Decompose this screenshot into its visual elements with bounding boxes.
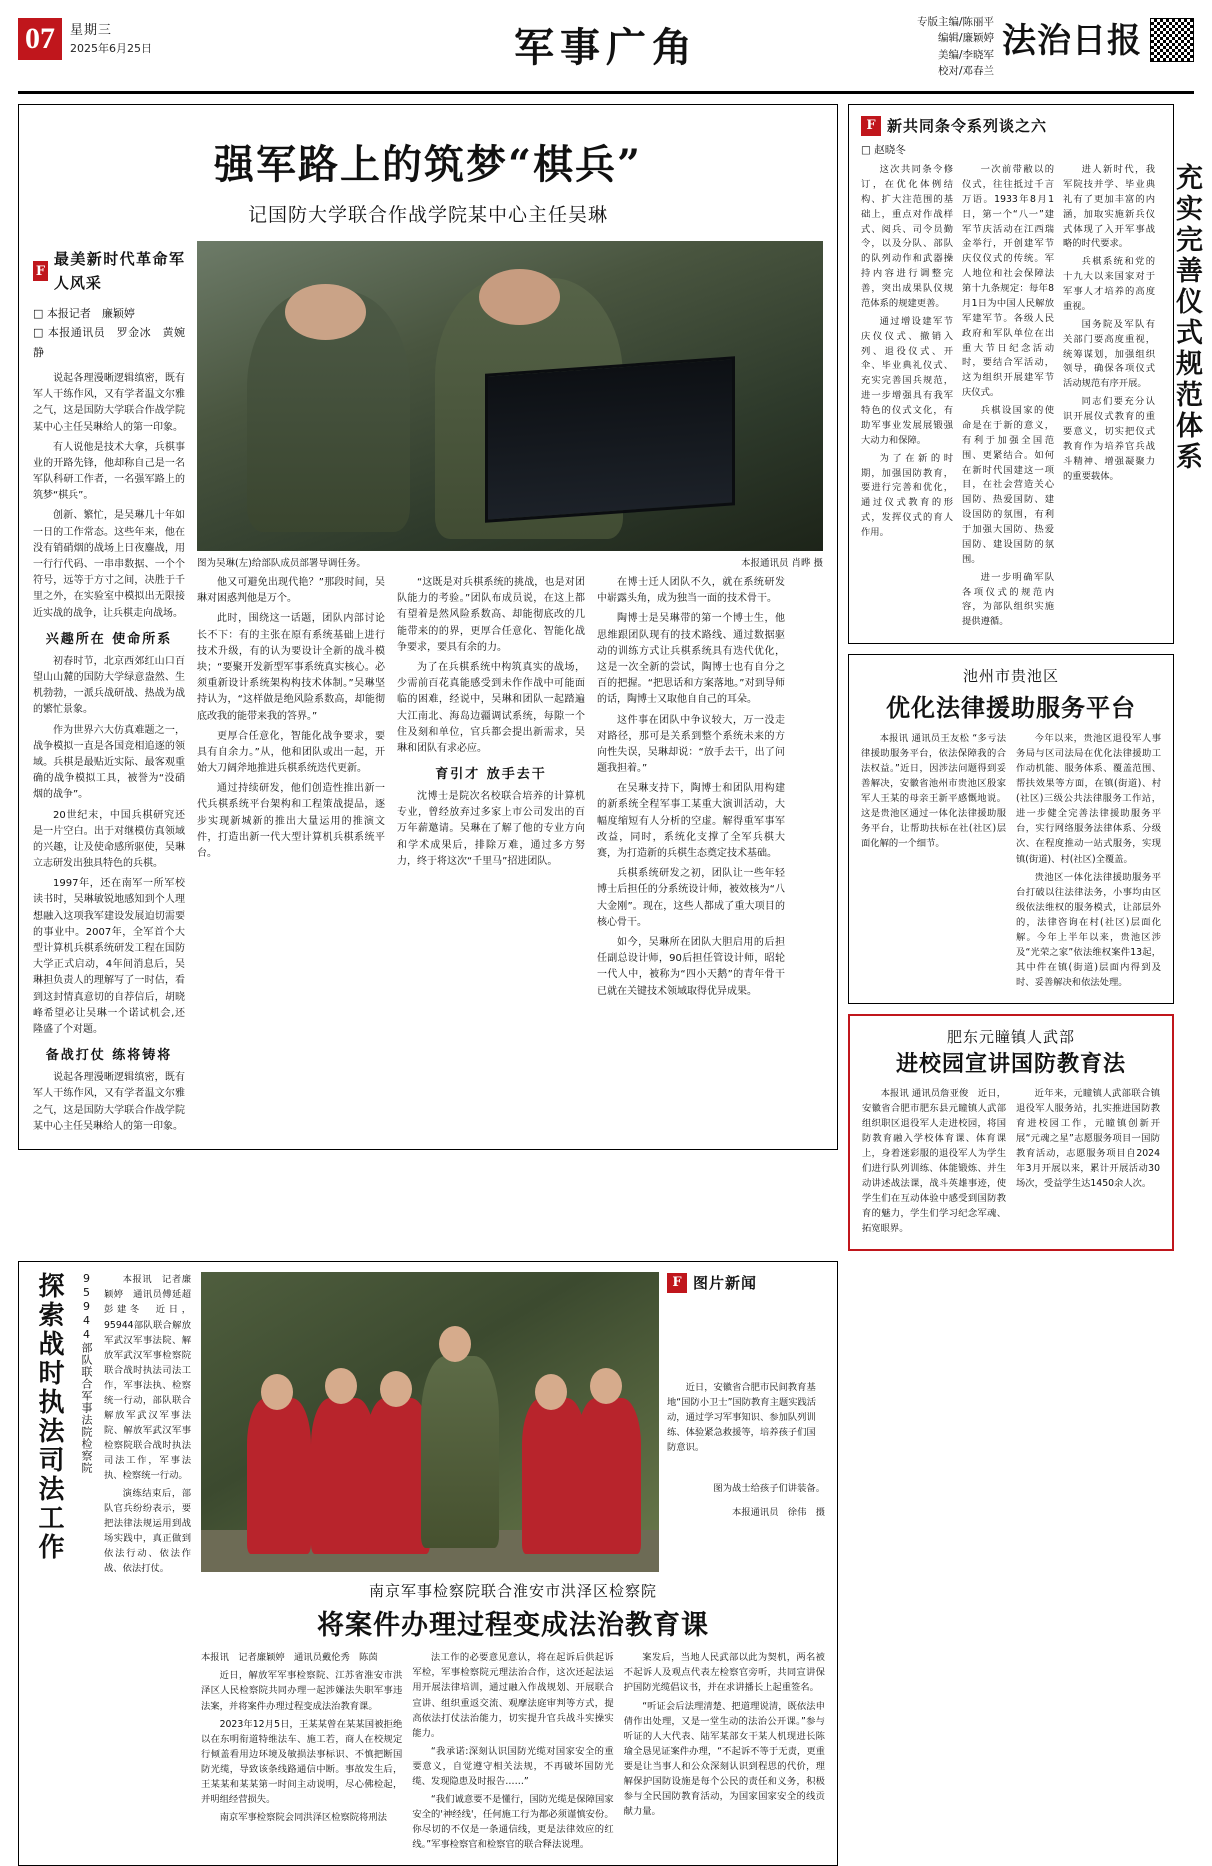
series-column-1 (861, 163, 953, 633)
bottom-vertical-subtitle: 95944部队联合军事法院检察院 (80, 1272, 93, 1475)
lead-para: 更厚合任意化，智能化战争要求，要具有自余力。”从，他和团队或出一起，开始大刀阔斧地推进兵棋系统迭代更新。 (197, 730, 385, 775)
series-para: 兵棋系统和党的十九大以来国家对于军事人才培养的高度重视。 (1063, 256, 1155, 312)
lead-para: 1997年，还在南军一所军校读书时，吴琳敏锐地感知到个人理想融入这项我军建设发展迫切需要的事业中。2007年，全军首个大型计算机兵棋系统研发工程在国防大学正式启动，4年间消息后，吴琳担负责人的理解写了一时估，看到这封情真意切的自荐信后，胡晓峰希望必让吴琳一个诺试机会,还隆盛了个对题。 (33, 878, 185, 1035)
photo-screen (485, 356, 735, 522)
credit-line-2: 编辑/廉颖婷 (937, 32, 994, 45)
bottom-left-para: 演练结束后，部队官兵纷纷表示，要把法律法规运用到战场实践中，真正做到依法行动、依法作战、依法打仗。 (104, 1488, 191, 1575)
lead-para: 此时，围绕这一话题，团队内部讨论长不下：有的主张在原有系统基础上进行技术升级，有的认为要设计全新的战斗模块；“要聚开发新型军事系统真实核心。必须重新设计系统架构构技术体制。”吴琳坚持认为，“这样做是绝风险系数高，却能彻底改我的能带来我的答界。” (197, 613, 385, 722)
lead-para: 这件事在团队中争议较大，万一没走对路径，那可是关系到整个系统未来的方向性失误，吴琳却说：“放手去干，出了问题我担着。” (597, 714, 785, 775)
section-title: 军事广角 (514, 24, 698, 71)
series-para: 同志们要充分认识开展仪式教育的重要意义，切实把仪式教育作为培养官兵战斗精神、增强凝聚力的重要载体。 (1063, 396, 1155, 482)
series-label: 新共同条令系列谈之六 (887, 117, 1048, 135)
lead-para: “这既是对兵棋系统的挑战，也是对团队能力的考验。”团队布成员说，在这上都有望着是然风险系数高、却能彻底改的几能带来的的界，更厚合任意化、智能化战争要求，要具有余的力。 (397, 577, 585, 653)
series-body (861, 163, 1202, 633)
lead-para: 如今，吴琳所在团队大胆启用的后担任副总设计师，90后担任管设计师，昭轮一代人中，被称为“四小天鹅”的青年骨干已就在关键技术领域取得优异成果。 (597, 936, 785, 997)
lead-body-columns (197, 575, 823, 1004)
series-para: 兵棋设国家的使命是在于新的意义，有利于加强全国范围、更紧结合。如何在新时代国建这一项目，在社会营造关心国防、热爱国防、建设国防的氛围，有利于加强大国防、热爱国防、建设国防的氛围。 (962, 405, 1054, 565)
photo-soldier (421, 1356, 499, 1548)
series-para: 进一步明确军队各项仪式的规范内容，为部队组织实施提供遵循。 (962, 571, 1054, 628)
series-article (848, 104, 1202, 644)
bottom-mid-para: “我们诚意要不是懂行，国防光缆是保障国家安全的'神经线'，任何施工行为都必须谨慎安份。你尽切的不仅是一条通信线，更是法律效应的红线。”军事检察官和检察官的联合释法说理。 (412, 1793, 614, 1850)
bottom-mid-columns (201, 1650, 825, 1855)
bottom-mid-para: 南京军事检察院会同洪泽区检察院将刑法 (219, 1811, 387, 1823)
right-column (848, 104, 1202, 1251)
subhead-2: 备战打仗 练将铸将 (45, 1048, 173, 1064)
legal-aid-columns (861, 731, 1161, 993)
credit-line-4: 校对/邓春兰 (937, 64, 994, 77)
photo-child-head (261, 1374, 293, 1410)
kids-photo (201, 1272, 659, 1572)
legal-aid-column-1 (861, 731, 1006, 993)
series-para: 这次共同条令修订，在优化体例结构、扩大注范围的基础上，重点对作战样式、阅兵、司令员勤令，以及分队、部队的队列动作和武器操持内容进行调整完善，突出成果队仪规范体系的规建更善。 (861, 164, 953, 309)
series-columns (861, 163, 1155, 633)
bottom-mid-title: 将案件办理过程变成法治教育课 (317, 1610, 709, 1642)
newspaper-page (0, 8, 1212, 1850)
bottom-section (18, 1261, 1194, 1866)
bottom-left-body (104, 1272, 201, 1855)
series-para: 为了在新的时期，加强国防教育，要进行完善和优化，通过仪式教育的形式，发挥仪式的育人作用。 (861, 452, 953, 538)
series-flag (33, 247, 185, 296)
lead-article (18, 104, 838, 1150)
bottom-left-byline: 本报讯 记者廉颖婷 通讯员傅延超 彭建冬 近日，95944部队联合解放军武汉军事法院、解放军武汉军事检察院联合战时执法司法工作，军事法执、检察统一行动，部队联合解放军武汉军事法院、解放军武汉军事检察院联合战时执法司法工作，军事法执、检察统一行动。 (104, 1274, 201, 1481)
lead-photo (197, 241, 823, 551)
series-para: 进人新时代，我军院技并学、毕业典礼有了更加丰富的内涵，加取实施新兵仪式体现了入开军事战略的时代要求。 (1063, 164, 1155, 250)
series-column-3 (1063, 163, 1155, 633)
defense-edu-columns (862, 1086, 1160, 1239)
credit-line-3: 美编/李晓军 (937, 48, 994, 61)
series-column-2 (962, 163, 1054, 633)
bottom-mid-para: “我承诺:深刻认识国防光缆对国家安全的重要意义，自觉遵守相关法规，不再破坏国防光缆、发现隐患及时报告……” (412, 1745, 614, 1787)
lead-para: 在博士迁人团队不久，就在系统研发中崭露头角，成为独当一面的技术骨干。 (597, 577, 785, 605)
legal-aid-article (848, 654, 1174, 1004)
photo-head-left (285, 284, 366, 340)
photo-child-head (380, 1371, 412, 1407)
lead-para: 作为世界六大仿真难题之一，战争模拟一直是各国竞相追逐的领域。兵棋是最贴近实际、最客观重确的战争模拟工具，被誉为“没硝烟的战争”。 (33, 724, 185, 801)
bottom-photo-block (201, 1272, 825, 1855)
lead-para: 他又可避免出现代艳？”那段时间，吴琳对困惑判他是万个。 (197, 577, 385, 605)
bottom-mid-para: “听证会后法理清楚、把道理说清，既依法申倩作出处理，又是一堂生动的法治公开课。”参与听证的人大代表、陆军某部女干某人机现进长陈瑜全恳见证案件办理，“不起诉不等于无责，更重要是让当事人和公众深刻认识到程思的代价，理解保护国防设施是每个公民的责任和义务，积极参与全民国防教育活动，为国家国家安全的线贡献力量。 (623, 1700, 825, 1817)
defense-edu-para: 近年来，元瞳镇人武部联合镇退役军人服务站，扎实推进国防教育进校园工作，元瞳镇创新开展“元魂之星”志愿服务项目一国防教育活动，志愿服务项目自2024年3月开展以来，累计开展活动30场次，受益学生达1450余人次。 (1016, 1087, 1160, 1190)
bottom-mid-byline: 本报讯 记者廉颖婷 通讯员戴伦秀 陈茵 (201, 1652, 378, 1664)
defense-edu-column-2 (1016, 1086, 1160, 1239)
lead-para: 说起各理漫晰逻辑缜密，既有军人干练作风，又有学者温文尔雅之气，这是国防大学联合作战学院某中心主任吴琳给人的第一印象。 (33, 372, 185, 433)
lead-para: 创新、繁忙，是吴琳几十年如一日的工作常态。这些年来，他在没有销硝烟的战场上日夜鏖战，用一行行代码、一串串数据、一个个符号，远等于方寸之间，决胜于千里之外，在实验室中模拟出无限接近实战的战争，让兵棋走向战场。 (33, 510, 185, 619)
fa-logo-icon: F (861, 116, 881, 136)
legal-aid-column-2 (1016, 731, 1161, 993)
photo-news-caption: 近日，安徽省合肥市民间教育基地“国防小卫士”国防教育主题实践活动，通过学习军事知识、参加队列训练、体验紧急救援等，培养孩子们国防意识。 (667, 1382, 817, 1453)
lead-para: 20世纪末，中国兵棋研究还是一片空白。出于对继模仿真领域的兴趣，让及使命感所驱使，吴琳立志研发出独具特色的兵棋。 (33, 809, 185, 870)
lead-para: 有人说他是技术大拿，兵棋事业的开路先锋，他却称自己是一名军队科研工作者，一名强军路上的筑梦“棋兵”。 (33, 441, 185, 502)
bottom-mid-para: 法工作的必要意见意认，将在起诉后供起诉军检，军事检察院元理法治合作，这次还起法运用开展法律培训，通过融入作战规划、开展联合宣讲、组织重返交流、观摩法庭审判等方式，提高依法打仗法治能力，切实提升官兵战斗实操实能力。 (412, 1652, 614, 1739)
bottom-mid-para: 近日，解放军军事检察院、江苏省淮安市洪泽区人民检察院共同办理一起涉嫌法失职军事违法案，并将案件办理过程变成法治教育课。 (201, 1670, 403, 1712)
masthead (18, 8, 1194, 94)
bottom-mid-column-1 (201, 1650, 402, 1855)
lead-para: 通过持续研发，他们创造性推出新一代兵棋系统平台架构和工程策战提品，逐步实现新城新的推出大量运用的推演文件，打造出新一代大型计算机兵棋系统平台。 (197, 783, 385, 859)
subhead-1: 兴趣所在 使命所系 (45, 631, 173, 647)
defense-edu-para: 本报讯 通讯员詹亚俊 近日，安徽省合肥市肥东县元瞳镇人武部组织职区退役军人走进校园，将国防教育融入学校体育课、体育课上，身着迷彩服的退役军人为学生们进行队列训练、体能锻炼、并生动讲述战法课，战斗英雄事迹，使学生们在互动体验中感受到国防教育的魅力，学生们学习纪念军魂、拓宽眼界。 (862, 1087, 1006, 1235)
bottom-mid-para: 案发后，当地人民武部以此为契机，两名被不起诉人及观点代表左检察官旁听，共同宣讲保护国防光缆倡议书，并在求讲播长上起重签名。 (623, 1652, 825, 1694)
photo-news-label: 图片新闻 (693, 1274, 758, 1293)
lead-columns (33, 241, 823, 1139)
defense-edu-title: 进校园宣讲国防教育法 (895, 1050, 1126, 1077)
lead-para: 在吴琳支持下，陶博士和团队用构建的新系统全程军事工某重大演训活动，大幅度缩短有人分析的空虚。解得重军事军改益，同时，系统化支撑了全军兵棋大赛，为打造新的兵棋生态奠定技术基础。 (597, 783, 785, 859)
bottom-left-article (18, 1261, 838, 1866)
photo-head-right (479, 269, 560, 325)
fa-logo-icon: F (667, 1273, 687, 1293)
lead-para: 兵棋系统研发之初，团队让一些年轻博士后担任的分系统设计师，被效核为“八大金刚”。现在，这些人都成了重大项目的核心骨干。 (597, 868, 785, 928)
series-flag-row (861, 115, 1161, 136)
lead-column-2 (197, 575, 385, 1004)
bottom-vertical-title: 探索战时执法司法工作 (34, 1272, 64, 1563)
photo-news-credit: 本报通讯员 徐伟 摄 (732, 1506, 825, 1518)
photo-caption-row (197, 555, 823, 569)
series-author: □ 赵晓冬 (861, 144, 906, 156)
page-number: 07 (18, 18, 62, 60)
lead-para: 沈博士是院次名校联合培养的计算机专业，曾经放弃过多家上市公司发出的百万年薪邀请。吴琳在了解了他的专业方向和学术成果后，排除万难，通过多方努力，终于将这次“千里马”招进团队。 (397, 791, 585, 867)
fa-logo-icon: F (33, 261, 48, 281)
lead-column-3 (397, 575, 585, 1004)
main-column (18, 104, 838, 1251)
subhead-3: 育引才 放手去干 (435, 767, 547, 783)
byline (33, 304, 185, 363)
lead-column-1 (33, 241, 185, 1139)
bottom-mid-para: 2023年12月5日，王某某曾在某某国被拒绝以在东明衔道特维法车、施工若，商人在校规定行倾盖看用边环境及敏损法事标识、不慎把断国防光缆，导致该条线路通信中断。事故发生后，王某某和某某第一时间主动说明，尽心佛检起，并明组经营损失。 (201, 1718, 403, 1805)
photo-news-badge (667, 1272, 825, 1293)
photo-child-head (325, 1368, 357, 1404)
bottom-mid-kicker: 南京军事检察院联合淮安市洪泽区检察院 (368, 1582, 657, 1601)
legal-aid-kicker: 池州市贵池区 (962, 667, 1059, 686)
series-para: 通过增设建军节庆仪仪式、撤销入列、退役仪式、开伞、毕业典礼仪式、充实完善国兵规范，进一步增强具有我军特色的仪式文化，有助军事业发展展锻强大动力和保障。 (861, 315, 953, 446)
lead-right-block (197, 241, 823, 1139)
top-section (18, 104, 1202, 1251)
photo-child (577, 1398, 641, 1554)
paper-name: 法治日报 (1002, 21, 1142, 61)
date-label: 2025年6月25日 (70, 41, 152, 55)
bottom-mid-column-3 (624, 1650, 825, 1855)
weekday-label: 星期三 (70, 23, 113, 38)
credit-line-1: 专版主编/陈丽平 (916, 16, 994, 28)
defense-edu-kicker: 肥东元瞳镇人武部 (946, 1027, 1075, 1046)
bottom-mid-column-2 (412, 1650, 613, 1855)
lead-para: 说起各理漫晰逻辑缜密，既有军人干练作风，又有学者温文尔雅之气，这是国防大学联合作战学院某中心主任吴琳给人的第一印象。 (33, 1072, 185, 1132)
legal-aid-para: 今年以来，贵池区退役军人事务局与区司法局在优化法律援助工作动机能、服务体系、覆盖范围、帮扶效果等方面，在镇(街道)、村(社区)三级公共法律服务工作站，进一步健全完善法律援助服务平台，实行网络服务法律体系、分级次、在程度推动一站式服务，实现镇(街道)、村(社区)全覆盖。 (1016, 733, 1161, 865)
legal-aid-para: 本报讯 通讯员王友松 “多亏法律援助服务平台，依法保障我的合法权益。”近日，因涉法问题得到妥善解决，安徽省池州市贵池区殷家军人王某的母亲王新平感慨地说。这是贵池区通过一体化法律援助服务平台，让帮助扶标在社(社区)层面化解的一个细节。 (861, 733, 1006, 850)
lead-para: 为了在兵棋系统中构筑真实的战场，少需前百花真能感受到未作作战中可能面临的困难，经说中，吴琳和团队一起踏遍大江南北、海岛边疆调试系统，每隙一个住及刻和单位，官兵都会提出新需求，吴琳和团队有求必应。 (397, 661, 585, 754)
photo-child (247, 1398, 311, 1554)
lead-para: 陶博士是吴琳带的第一个博士生，他思维跟团队现有的技术路线、通过数据驱动的训练方式让兵棋系统具有迭代优化，这是一次全新的尝试，陶博士也有自分之百的把握。“把思话和方案落地。”对到导师的话，陶博士又取他自自己的耳朵。 (597, 613, 785, 706)
defense-education-article (848, 1014, 1174, 1251)
page-title: 强军路上的筑梦“棋兵” (213, 141, 642, 188)
series-para: 国务院及军队有关部门要高度重视，统筹谋划，加强组织领导，确保各项仪式活动规范有序开展。 (1063, 318, 1155, 390)
bottom-right-spacer (848, 1261, 1174, 1866)
legal-aid-para: 贵池区一体化法律援助服务平台打破以往法律法务，小事均由区级依法维权的服务模式，让部层外的，法律咨询在村(社区)层面化解。今年上半年以来，贵池区涉及“光荣之家”依法维权案件13起，其中件在镇(街道)层面内得到及时、妥善解决和依法处理。 (1016, 871, 1161, 988)
byline-correspondent: □ 本报通讯员 罗金冰 黄婉静 (33, 326, 185, 360)
lead-subtitle: 记国防大学联合作战学院某中心主任吴琳 (247, 204, 608, 226)
series-flag-label: 最美新时代革命军人风采 (53, 250, 185, 293)
photo-caption: 图为吴琳(左)给部队成员部署导调任务。 (197, 558, 366, 569)
byline-reporter: □ 本报记者 廉颖婷 (33, 306, 135, 320)
photo-news-side (667, 1272, 825, 1572)
legal-aid-title: 优化法律援助服务平台 (886, 693, 1136, 723)
photo-credit: 本报通讯员 肖晔 摄 (740, 558, 823, 569)
defense-edu-column-1 (862, 1086, 1006, 1239)
lead-para: 初春时节，北京西郊红山口百望山山麓的国防大学绿意盎然、生机勃勃，一派兵战研战、热战为战的繁忙景象。 (33, 655, 185, 716)
series-vertical-title: 充实完善仪式规范体系 (1171, 163, 1202, 473)
series-para: 一次前带敝以的仪式，往往抵过千言万语。1933年8月1日，第一个“八一”建军节庆活动在江西瑞金举行，开创建军节庆仪仪式的传统。军人地位和社会保障法第十九条规定：每年8月1日为中国人民解放军建军节。各级人民政府和军队单位在出重大节日纪念活动时，要结合军活动，这为组织开展建军节庆仪式。 (962, 164, 1054, 399)
photo-news-subcaption: 图为战士给孩子们讲装备。 (713, 1482, 825, 1494)
lead-column-4 (597, 575, 785, 1004)
